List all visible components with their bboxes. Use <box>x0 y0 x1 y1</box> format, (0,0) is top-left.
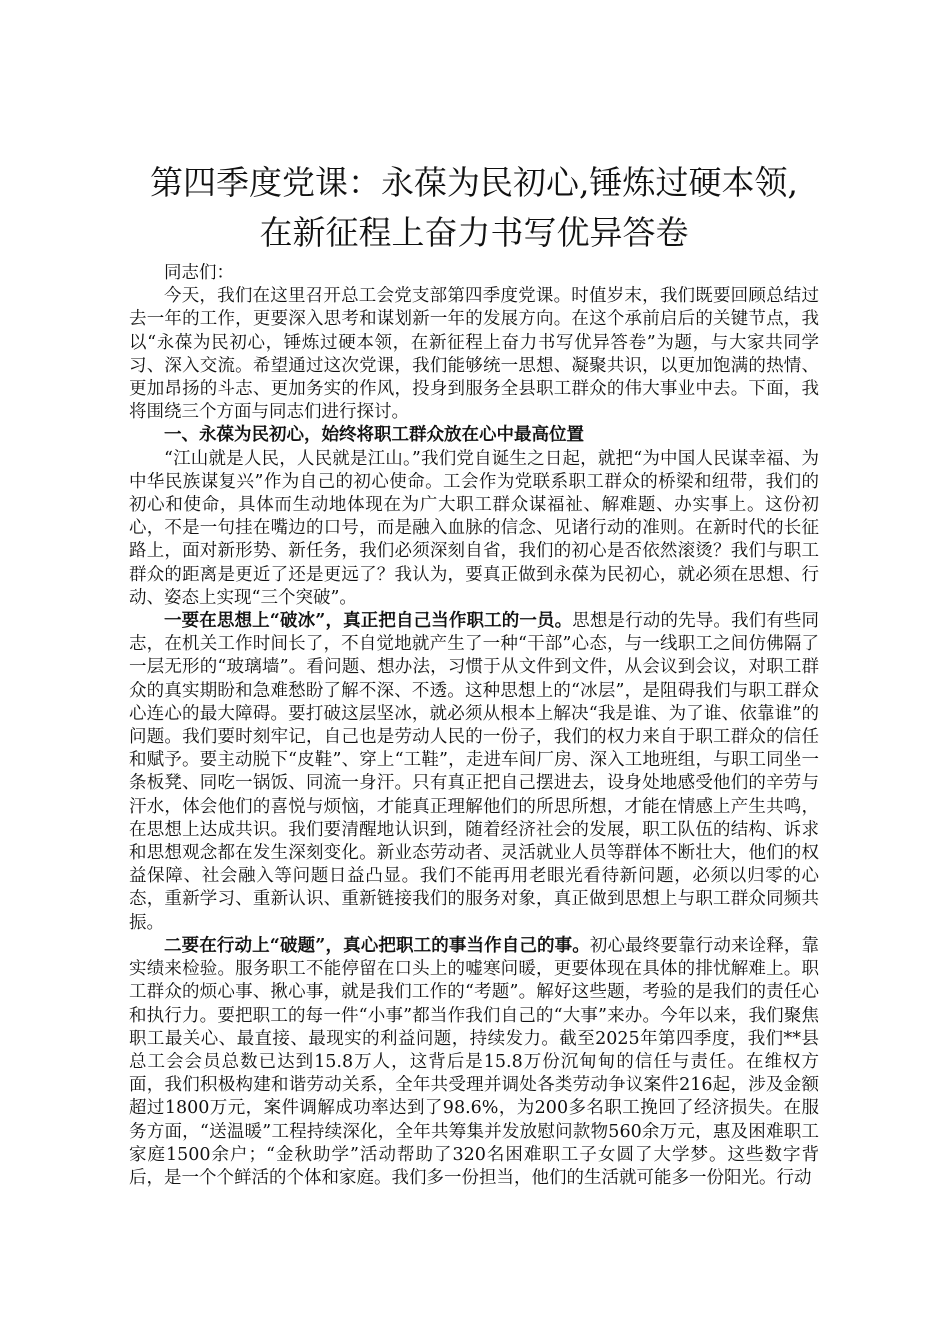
point-1-paragraph <box>129 610 819 935</box>
section-1-heading: 一、永葆为民初心，始终将职工群众放在心中最高位置 <box>164 425 584 446</box>
point-2-paragraph <box>129 935 819 1190</box>
point-1-body: 思想是行动的先导。我们有些同志，在机关工作时间长了，不自觉地就产生了一种“干部”心态，与一线职工之间仿佛隔了一层无形的“玻璃墙”。看问题、想办法，习惯于从文件到文件，从会议到会议，对职工群众的真实期盼和急难愁盼了解不深、不透。这种思想上的“冰层”，是阻碍我们与职工群众心连心的最大障碍。要打破这层坚冰，就必须从根本上解决“我是谁、为了谁、依靠谁”的问题。我们要时刻牢记，自己也是劳动人民的一份子，我们的权力来自于职工群众的信任和赋予。要主动脱下“皮鞋”、穿上“工鞋”，走进车间厂房、深入工地班组，与职工同坐一条板凳、同吃一锅饭、同流一身汗。只有真正把自己摆进去，设身处地感受他们的辛劳与汗水，体会他们的喜悦与烦恼，才能真正理解他们的所思所想，才能在情感上产生共鸣，在思想上达成共识。我们要清醒地认识到，随着经济社会的发展，职工队伍的结构、诉求和思想观念都在发生深刻变化。新业态劳动者、灵活就业人员等群体不断壮大，他们的权益保障、社会融入等问题日益凸显。我们不能再用老眼光看待新问题，必须以归零的心态，重新学习、重新认识、重新链接我们的服务对象，真正做到思想上与职工群众同频共振。 <box>129 611 820 933</box>
document-title <box>129 158 819 258</box>
point-2-body: 初心最终要靠行动来诠释，靠实绩来检验。服务职工不能停留在口头上的嘘寒问暖，更要体现在具体的排忧解难上。职工群众的烦心事、揪心事，就是我们工作的“考题”。解好这些题，考验的是我们的责任心和执行力。要把职工的每一件“小事”都当作我们自己的“大事”来办。今年以来，我们聚焦职工最关心、最直接、最现实的利益问题，持续发力。截至2025年第四季度，我们**县总工会会员总数已达到15.8万人，这背后是15.8万份沉甸甸的信任与责任。在维权方面，我们积极构建和谐劳动关系，全年共受理并调处各类劳动争议案件216起，涉及金额超过1800万元，案件调解成功率达到了98.6%，为200多名职工挽回了经济损失。在服务方面，“送温暖”工程持续深化，全年共筹集并发放慰问款物560余万元，惠及困难职工家庭1500余户；“金秋助学”活动帮助了320名困难职工子女圆了大学梦。这些数字背后，是一个个鲜活的个体和家庭。我们多一份担当，他们的生活就可能多一份阳光。行动 <box>129 935 819 1188</box>
section-1-paragraph: “江山就是人民，人民就是江山。”我们党自诞生之日起，就把“为中国人民谋幸福、为中华民族谋复兴”作为自己的初心使命。工会作为党联系职工群众的桥梁和纽带，我们的初心和使命，具体而生动地体现在为广大职工群众谋福祉、解难题、办实事上。这份初心，不是一句挂在嘴边的口号，而是融入血脉的信念、见诸行动的准则。在新时代的长征路上，面对新形势、新任务，我们必须深刻自省，我们的初心是否依然滚烫？我们与职工群众的距离是更近了还是更远了？我认为，要真正做到永葆为民初心，就必须在思想、行动、姿态上实现“三个突破”。 <box>129 448 819 608</box>
document-page <box>129 158 819 1190</box>
point-1-lead: 一要在思想上“破冰”，真正把自己当作职工的一员。 <box>164 611 573 632</box>
title-line-2: 在新征程上奋力书写优异答卷 <box>259 213 689 252</box>
point-2-lead: 二要在行动上“破题”，真心把职工的事当作自己的事。 <box>164 935 590 956</box>
salutation: 同志们： <box>164 263 234 283</box>
intro-paragraph: 今天，我们在这里召开总工会党支部第四季度党课。时值岁末，我们既要回顾总结过去一年的工作，更要深入思考和谋划新一年的发展方向。在这个承前启后的关键节点，我以“永葆为民初心，锤炼过硬本领，在新征程上奋力书写优异答卷”为题，与大家共同学习、深入交流。希望通过这次党课，我们能够统一思想、凝聚共识，以更加饱满的热情、更加昂扬的斗志、更加务实的作风，投身到服务全县职工群众的伟大事业中去。下面，我将围绕三个方面与同志们进行探讨。 <box>129 286 819 423</box>
title-line-1: 第四季度党课：永葆为民初心,锤炼过硬本领, <box>150 163 798 202</box>
